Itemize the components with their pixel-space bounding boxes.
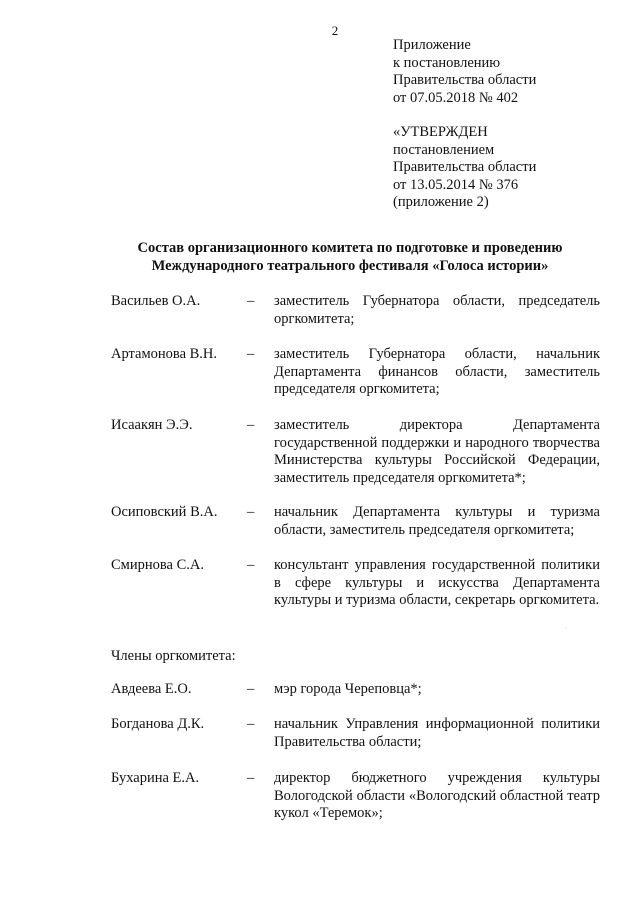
approved-line: «УТВЕРЖДЕН xyxy=(393,124,488,140)
approved-line: от 13.05.2014 № 376 xyxy=(393,176,519,193)
approved-line: (приложение 2) xyxy=(393,194,489,210)
member-name: Осиповский В.А. xyxy=(111,504,218,520)
appendix-line: Правительства области xyxy=(393,72,537,88)
page-number: 2 xyxy=(331,23,339,38)
approved-line: постановлением xyxy=(393,141,495,158)
appendix-line: от 07.05.2018 № 402 xyxy=(393,89,519,106)
dash-separator: – xyxy=(247,557,255,573)
appendix-line: Приложение xyxy=(393,37,471,53)
dash-separator: – xyxy=(247,293,255,309)
dash-separator: – xyxy=(247,716,255,732)
member-role: начальник Управления информационной политики Правительства области; xyxy=(274,716,600,750)
member-role: директор бюджетного учреждения культуры Вологодской области «Вологодский областной театр кукол «Теремок»; xyxy=(274,770,600,821)
member-role: мэр города Череповца*; xyxy=(274,681,422,697)
dash-separator: – xyxy=(247,346,255,362)
member-role: заместитель директора Департамента государственной поддержки и народного творчества Министерства культуры Российской Федерации, заместитель председателя оргкомитета*; xyxy=(274,417,600,486)
member-role: начальник Департамента культуры и туризма области, заместитель председателя оргкомитета; xyxy=(274,504,600,538)
title-line: Международного театрального фестиваля «Голоса истории» xyxy=(151,257,549,274)
dash-separator: – xyxy=(247,417,255,433)
appendix-line: к постановлению xyxy=(393,54,501,71)
member-name: Смирнова С.А. xyxy=(111,557,204,573)
member-role: заместитель Губернатора области, председатель оргкомитета; xyxy=(274,293,600,327)
member-role: консультант управления государственной политики в сфере культуры и искусства Департамента культуры и туризма области, секретарь оргкомитета. xyxy=(274,557,600,608)
member-name: Исаакян Э.Э. xyxy=(111,417,193,433)
member-name: Богданова Д.К. xyxy=(111,716,205,732)
member-role: заместитель Губернатора области, начальник Департамента финансов области, заместитель председателя оргкомитета; xyxy=(274,346,600,397)
dash-separator: – xyxy=(247,504,255,520)
members-section-label: Члены оргкомитета: xyxy=(111,648,236,664)
member-name: Васильев О.А. xyxy=(111,293,201,309)
dash-separator: – xyxy=(247,770,255,786)
title-line: Состав организационного комитета по подготовке и проведению xyxy=(137,240,563,256)
member-name: Артамонова В.Н. xyxy=(111,346,218,362)
approved-line: Правительства области xyxy=(393,159,537,175)
dash-separator: – xyxy=(247,681,255,697)
member-name: Бухарина Е.А. xyxy=(111,770,200,786)
member-name: Авдеева Е.О. xyxy=(111,681,192,697)
